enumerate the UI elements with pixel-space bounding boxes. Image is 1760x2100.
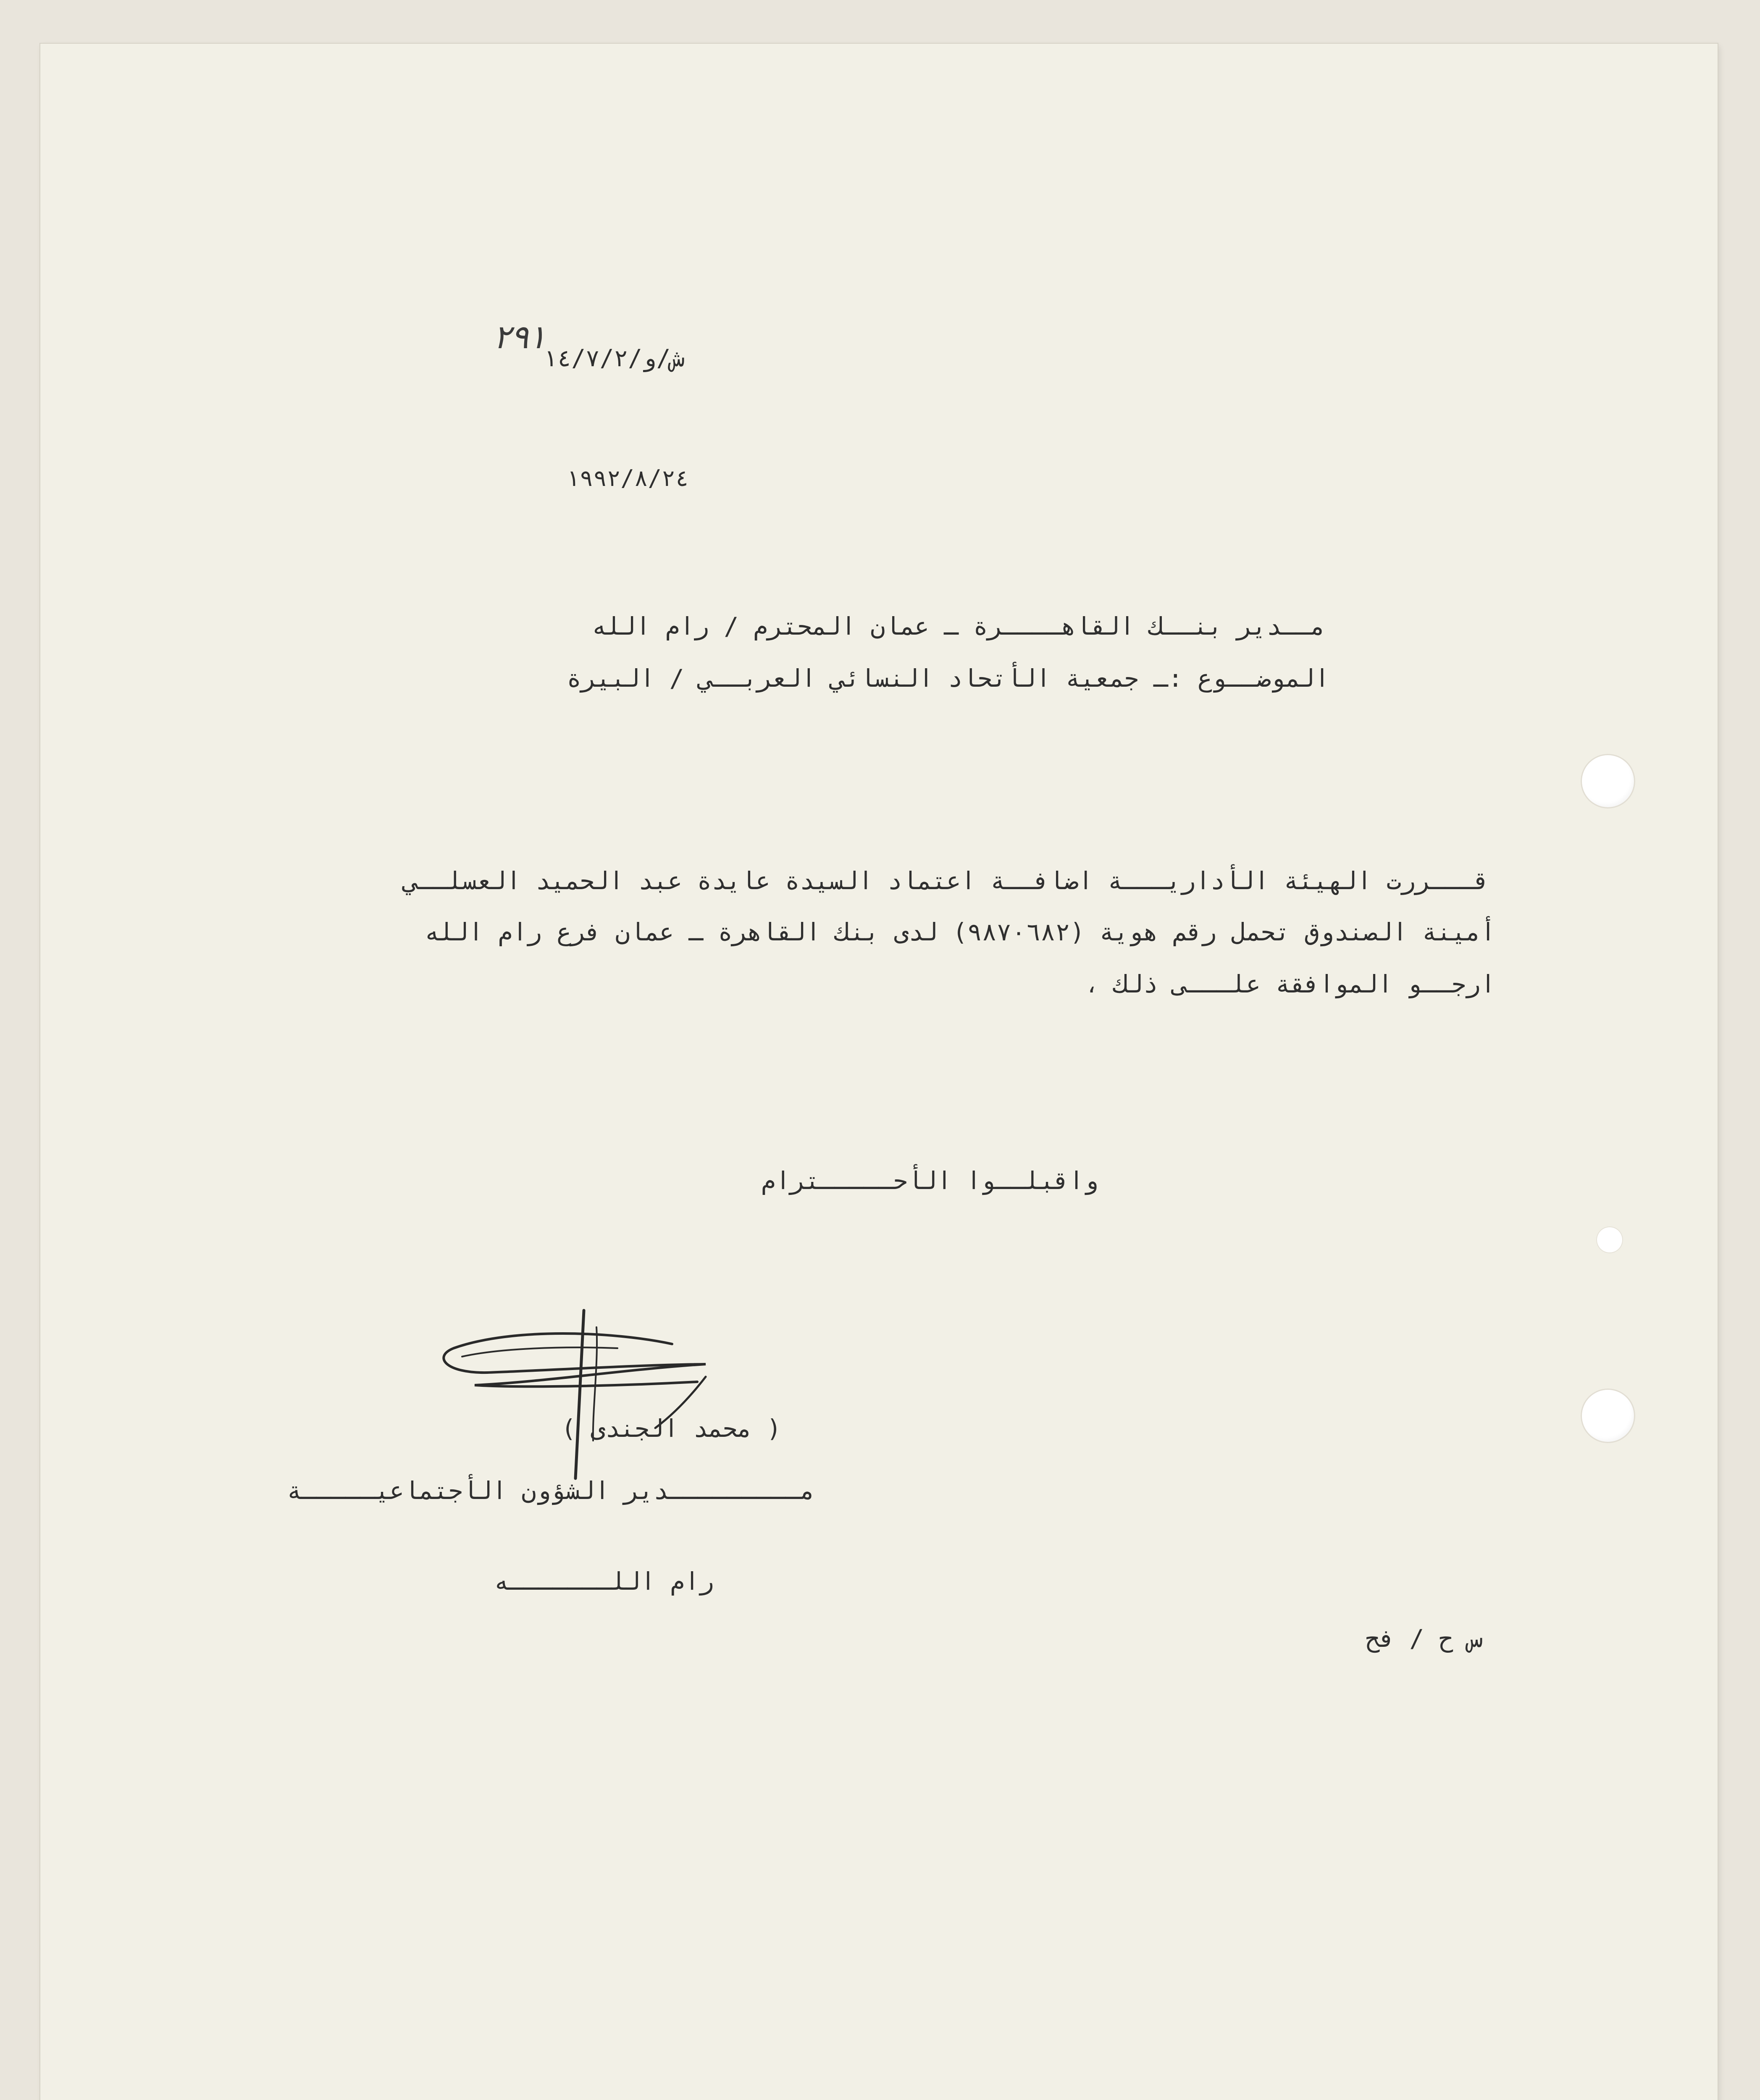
signatory-name: ( محمد الجندى )	[561, 1414, 781, 1443]
body-paragraph-line: قـــررت الهيئة الأداريـــة اضافــة اعتماد السيدة عايدة عبد الحميد العسلــي	[403, 866, 1489, 895]
letter-date: ١٩٩٢/٨/٢٤	[566, 465, 689, 491]
typist-initials: س ح / فح	[1365, 1624, 1483, 1653]
handwritten-reference-number: ٢٩١	[493, 318, 546, 356]
closing-salutation: واقبلــوا الأحـــــترام	[761, 1166, 1098, 1195]
reference-number: ش/و/١٤/٧/٢	[543, 345, 685, 372]
letter-page	[40, 44, 1718, 2100]
body-paragraph-line: ارجــو الموافقة علـــى ذلك ،	[1085, 970, 1495, 998]
signatory-title: مـــــــــدير الشؤون الأجتماعيـــــة	[286, 1476, 815, 1505]
punch-hole	[1581, 754, 1635, 808]
punch-hole	[1596, 1226, 1623, 1253]
body-paragraph-line: أمينة الصندوق تحمل رقم هوية (٩٨٧٠٦٨٢) لدى بنك القاهرة ـ عمان فرع رام الله	[424, 918, 1495, 946]
handwritten-signature	[437, 1302, 739, 1487]
recipient-line: مــدير بنــك القاهــــرة ـ عمان المحترم / رام الله	[592, 612, 1325, 640]
punch-hole	[1581, 1389, 1635, 1443]
subject-line: الموضــوع :ـ جمعية الأتحاد النسائي العربــي / البيرة	[567, 664, 1329, 693]
signatory-city: رام اللـــــــه	[494, 1567, 714, 1596]
